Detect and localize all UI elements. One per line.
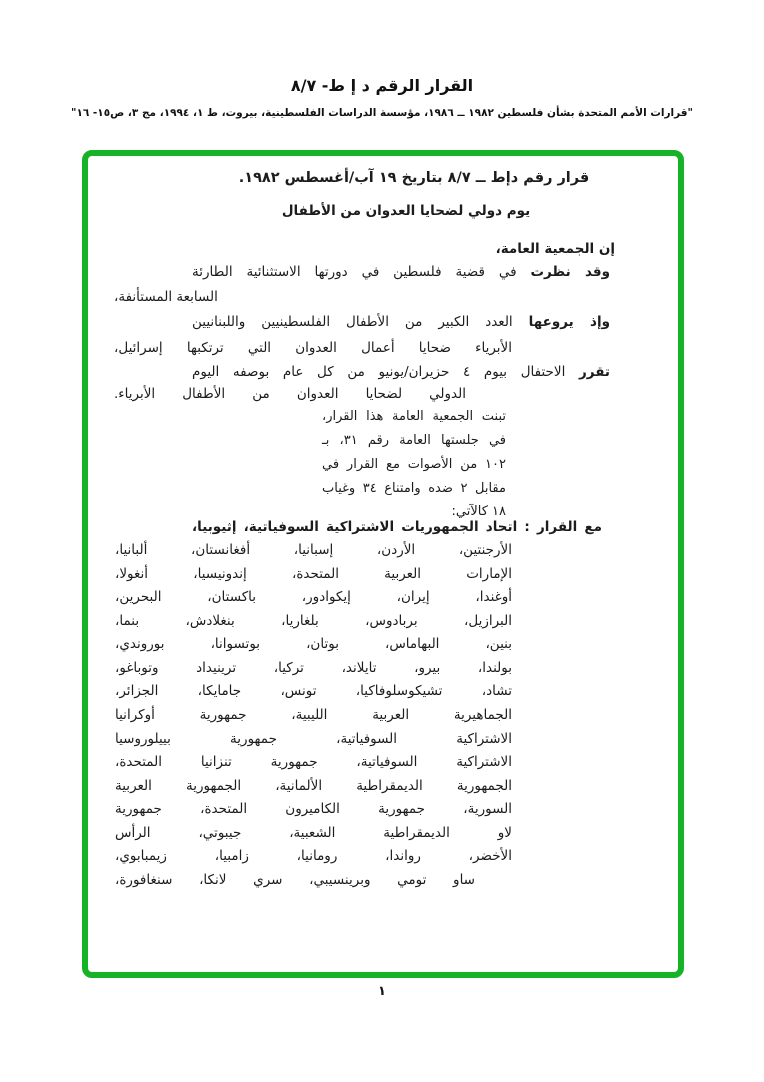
country-list-line: بولندا، بيرو، تايلاند، تركيا، ترينيداد وتوباغو، [115, 660, 512, 676]
paragraph3-line2: الدولي لضحايا العدوان من الأطفال الأبرياء. [114, 386, 466, 402]
vote-for-line [192, 519, 602, 536]
paragraph1-line2: السابعة المستأنفة، [114, 289, 218, 305]
paragraph2-line1-text: العدد الكبير من الأطفال الفلسطينيين واللبنانيين [192, 314, 513, 330]
country-list-line: الأرجنتين، الأردن، إسبانيا، أفغانستان، ألبانيا، [115, 542, 512, 558]
paragraph2-line1 [192, 314, 610, 331]
country-list-line: الجماهيرية العربية الليبية، جمهورية أوكرانيا [115, 707, 512, 723]
vote-for-first-countries: اتحاد الجمهوريات الاشتراكية السوفياتية، إثيوبيا، [192, 519, 518, 535]
country-list-line: أوغندا، إيران، إيكوادور، باكستان، البحرين، [115, 589, 512, 605]
adoption-note-line: تبنت الجمعية العامة هذا القرار، [322, 409, 506, 424]
salutation-line: إن الجمعية العامة، [495, 241, 615, 257]
country-list-line: الاشتراكية السوفياتية، جمهورية بييلوروسيا [115, 731, 512, 747]
paragraph1-line1 [192, 264, 610, 281]
resolution-heading-line: قرار رقم دإط ــ ٨/٧ بتاريخ ١٩ آب/أغسطس ١٩٨٢. [238, 170, 590, 186]
document-source-citation: "قرارات الأمم المتحدة بشأن فلسطين ١٩٨٢ ــ ١٩٨٦، مؤسسة الدراسات الفلسطينية، بيروت، ط ١، ١٩٩٤، مج ٣، ص١٥- ١٦" [70, 107, 694, 119]
country-list-line: الجمهورية الديمقراطية الألمانية، الجمهورية العربية [115, 778, 512, 794]
country-list-line: ساو تومي وبرينسيبي، سري لانكا، سنغافورة، [115, 872, 475, 888]
green-highlight-frame [82, 150, 684, 978]
adoption-note-line: مقابل ٢ ضده وامتناع ٣٤ وغياب [322, 481, 506, 496]
country-list-line: بنين، البهاماس، بوتان، بوتسوانا، بوروندي، [115, 636, 512, 652]
resolution-subject-line: يوم دولي لضحايا العدوان من الأطفال [281, 203, 531, 219]
paragraph3-line1-text: الاحتفال بيوم ٤ حزيران/يونيو من كل عام بوصفه اليوم [192, 364, 566, 380]
country-list-line: الاشتراكية السوفياتية، جمهورية تنزانيا المتحدة، [115, 754, 512, 770]
paragraph2-line2: الأبرياء ضحايا أعمال العدوان التي ترتكبها إسرائيل، [114, 340, 512, 356]
paragraph1-line1-text: في قضية فلسطين في دورتها الاستثنائية الطارئة [192, 264, 517, 280]
document-title: القرار الرقم د إ ط- ٨/٧ [290, 76, 474, 95]
paragraph1-lead-bold: وقد نظرت [530, 264, 610, 280]
country-list-line: لاو الديمقراطية الشعبية، جيبوتي، الرأس [115, 825, 512, 841]
paragraph3-line1 [192, 364, 610, 381]
country-list-line: الأخضر، رواندا، رومانيا، زامبيا، زيمبابوي، [115, 848, 512, 864]
country-list-line: تشاد، تشيكوسلوفاكيا، تونس، جامايكا، الجزائر، [115, 683, 512, 699]
paragraph2-lead-bold: وإذ يروعها [528, 314, 610, 330]
vote-for-colon: : [524, 519, 530, 535]
adoption-note-line: ١٨ كالآتي: [451, 504, 506, 519]
adoption-note-line: ١٠٢ من الأصوات مع القرار في [322, 457, 506, 472]
vote-for-label: مع القرار [537, 519, 603, 535]
country-list-line: البرازيل، بربادوس، بلغاريا، بنغلادش، بنما، [115, 613, 512, 629]
country-list-line: السورية، جمهورية الكاميرون المتحدة، جمهورية [115, 801, 512, 817]
adoption-note-line: في جلستها العامة رقم ٣١، بـ [322, 433, 506, 448]
page-number: ١ [378, 984, 386, 999]
country-list-line: الإمارات العربية المتحدة، إندونيسيا، أنغولا، [115, 566, 512, 582]
paragraph3-lead-bold: تقرر [579, 364, 610, 380]
